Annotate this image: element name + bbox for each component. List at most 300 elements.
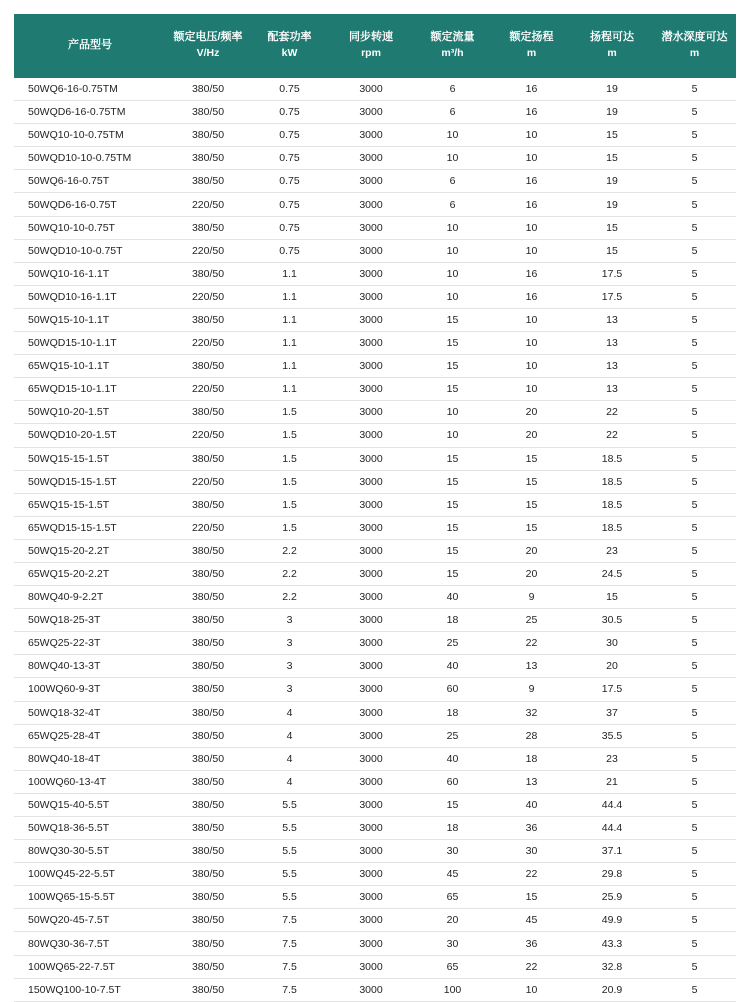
- column-header-power-unit: kW: [281, 47, 298, 60]
- cell-max-depth: 5: [653, 840, 736, 863]
- table-row: [14, 516, 736, 539]
- cell-max-head: 22: [571, 401, 653, 424]
- cell-head: 16: [492, 285, 571, 308]
- cell-model: 50WQD10-16-1.1T: [14, 285, 166, 308]
- cell-speed: 3000: [329, 355, 413, 378]
- cell-voltage-frequency: 220/50: [166, 378, 250, 401]
- cell-head: 16: [492, 262, 571, 285]
- table-row: [14, 932, 736, 955]
- cell-flow: 15: [413, 562, 492, 585]
- column-header-model-title: 产品型号: [68, 39, 112, 52]
- cell-power: 5.5: [250, 840, 329, 863]
- cell-max-head: 43.3: [571, 932, 653, 955]
- cell-model: 50WQ15-10-1.1T: [14, 308, 166, 331]
- table-row: [14, 562, 736, 585]
- column-header-head-unit: m: [526, 47, 537, 60]
- column-header-voltage-frequency-unit: V/Hz: [196, 47, 220, 60]
- cell-head: 30: [492, 840, 571, 863]
- cell-power: 1.5: [250, 447, 329, 470]
- cell-flow: 100: [413, 978, 492, 1001]
- cell-flow: 10: [413, 147, 492, 170]
- column-header-speed: [329, 14, 413, 78]
- cell-power: 7.5: [250, 955, 329, 978]
- cell-flow: 60: [413, 770, 492, 793]
- cell-max-depth: 5: [653, 932, 736, 955]
- cell-max-depth: 5: [653, 378, 736, 401]
- cell-model: 50WQD15-15-1.5T: [14, 470, 166, 493]
- cell-voltage-frequency: 380/50: [166, 609, 250, 632]
- table-row: [14, 909, 736, 932]
- cell-model: 100WQ65-22-7.5T: [14, 955, 166, 978]
- cell-power: 7.5: [250, 909, 329, 932]
- cell-power: 0.75: [250, 216, 329, 239]
- cell-power: 1.5: [250, 516, 329, 539]
- cell-flow: 6: [413, 193, 492, 216]
- column-header-head-title: 额定扬程: [509, 31, 554, 44]
- cell-max-depth: 5: [653, 701, 736, 724]
- table-row: [14, 978, 736, 1001]
- cell-head: 20: [492, 401, 571, 424]
- cell-max-head: 19: [571, 193, 653, 216]
- cell-head: 36: [492, 817, 571, 840]
- cell-voltage-frequency: 380/50: [166, 262, 250, 285]
- cell-max-head: 24.5: [571, 562, 653, 585]
- cell-model: 50WQ10-20-1.5T: [14, 401, 166, 424]
- cell-voltage-frequency: 380/50: [166, 124, 250, 147]
- cell-max-depth: 5: [653, 793, 736, 816]
- cell-speed: 3000: [329, 978, 413, 1001]
- table-row: [14, 747, 736, 770]
- cell-max-depth: 5: [653, 147, 736, 170]
- cell-flow: 25: [413, 632, 492, 655]
- cell-power: 1.5: [250, 493, 329, 516]
- cell-speed: 3000: [329, 817, 413, 840]
- table-row: [14, 424, 736, 447]
- table-row: [14, 840, 736, 863]
- table-row: [14, 401, 736, 424]
- table-row: [14, 863, 736, 886]
- cell-model: 80WQ40-13-3T: [14, 655, 166, 678]
- cell-speed: 3000: [329, 516, 413, 539]
- cell-max-depth: 5: [653, 401, 736, 424]
- cell-max-head: 30.5: [571, 609, 653, 632]
- table-row: [14, 378, 736, 401]
- cell-head: 22: [492, 863, 571, 886]
- cell-head: 15: [492, 886, 571, 909]
- cell-model: 100WQ65-15-5.5T: [14, 886, 166, 909]
- cell-head: 13: [492, 655, 571, 678]
- cell-head: 28: [492, 724, 571, 747]
- cell-voltage-frequency: 220/50: [166, 516, 250, 539]
- table-row: [14, 955, 736, 978]
- cell-max-depth: 5: [653, 262, 736, 285]
- cell-speed: 3000: [329, 470, 413, 493]
- cell-max-head: 44.4: [571, 793, 653, 816]
- table-row: [14, 193, 736, 216]
- cell-power: 7.5: [250, 932, 329, 955]
- cell-power: 5.5: [250, 863, 329, 886]
- cell-model: 50WQD6-16-0.75TM: [14, 101, 166, 124]
- cell-flow: 15: [413, 308, 492, 331]
- cell-speed: 3000: [329, 401, 413, 424]
- cell-voltage-frequency: 380/50: [166, 78, 250, 101]
- column-header-max-head-unit: m: [607, 47, 617, 60]
- cell-model: 65WQD15-10-1.1T: [14, 378, 166, 401]
- cell-speed: 3000: [329, 655, 413, 678]
- cell-flow: 10: [413, 262, 492, 285]
- cell-speed: 3000: [329, 793, 413, 816]
- cell-max-head: 30: [571, 632, 653, 655]
- cell-voltage-frequency: 380/50: [166, 401, 250, 424]
- cell-max-depth: 5: [653, 124, 736, 147]
- cell-speed: 3000: [329, 932, 413, 955]
- cell-flow: 40: [413, 655, 492, 678]
- cell-flow: 18: [413, 817, 492, 840]
- cell-model: 50WQ20-45-7.5T: [14, 909, 166, 932]
- cell-flow: 10: [413, 216, 492, 239]
- cell-max-head: 49.9: [571, 909, 653, 932]
- cell-head: 10: [492, 332, 571, 355]
- cell-voltage-frequency: 380/50: [166, 655, 250, 678]
- cell-max-depth: 5: [653, 470, 736, 493]
- table-row: [14, 101, 736, 124]
- cell-max-head: 13: [571, 332, 653, 355]
- cell-max-head: 18.5: [571, 470, 653, 493]
- cell-speed: 3000: [329, 308, 413, 331]
- column-header-speed-unit: rpm: [361, 47, 381, 60]
- cell-flow: 15: [413, 378, 492, 401]
- cell-head: 16: [492, 78, 571, 101]
- table-row: [14, 701, 736, 724]
- cell-max-head: 37: [571, 701, 653, 724]
- cell-flow: 65: [413, 886, 492, 909]
- column-header-max-head-title: 扬程可达: [590, 31, 634, 44]
- cell-speed: 3000: [329, 193, 413, 216]
- cell-power: 1.1: [250, 262, 329, 285]
- cell-max-depth: 5: [653, 586, 736, 609]
- cell-speed: 3000: [329, 886, 413, 909]
- cell-speed: 3000: [329, 586, 413, 609]
- cell-power: 0.75: [250, 147, 329, 170]
- cell-flow: 10: [413, 124, 492, 147]
- cell-head: 9: [492, 586, 571, 609]
- cell-model: 80WQ30-36-7.5T: [14, 932, 166, 955]
- cell-speed: 3000: [329, 262, 413, 285]
- cell-head: 15: [492, 470, 571, 493]
- cell-voltage-frequency: 380/50: [166, 562, 250, 585]
- cell-head: 22: [492, 955, 571, 978]
- cell-power: 0.75: [250, 124, 329, 147]
- cell-flow: 10: [413, 285, 492, 308]
- cell-max-depth: 5: [653, 863, 736, 886]
- cell-flow: 6: [413, 78, 492, 101]
- cell-max-depth: 5: [653, 78, 736, 101]
- cell-model: 65WQ25-28-4T: [14, 724, 166, 747]
- cell-power: 2.2: [250, 562, 329, 585]
- cell-max-head: 18.5: [571, 447, 653, 470]
- table-row: [14, 147, 736, 170]
- cell-voltage-frequency: 380/50: [166, 863, 250, 886]
- cell-flow: 18: [413, 609, 492, 632]
- cell-flow: 15: [413, 355, 492, 378]
- cell-max-depth: 5: [653, 632, 736, 655]
- cell-model: 100WQ60-9-3T: [14, 678, 166, 701]
- cell-model: 100WQ45-22-5.5T: [14, 863, 166, 886]
- cell-power: 1.1: [250, 285, 329, 308]
- table-row: [14, 355, 736, 378]
- cell-voltage-frequency: 380/50: [166, 770, 250, 793]
- cell-max-depth: 5: [653, 955, 736, 978]
- cell-max-head: 19: [571, 78, 653, 101]
- cell-model: 80WQ30-30-5.5T: [14, 840, 166, 863]
- cell-model: 50WQD10-10-0.75TM: [14, 147, 166, 170]
- table-row: [14, 216, 736, 239]
- table-row: [14, 447, 736, 470]
- column-header-flow: [413, 14, 492, 78]
- cell-max-head: 15: [571, 239, 653, 262]
- cell-head: 20: [492, 424, 571, 447]
- cell-speed: 3000: [329, 285, 413, 308]
- cell-voltage-frequency: 380/50: [166, 886, 250, 909]
- cell-speed: 3000: [329, 840, 413, 863]
- column-header-max-head: [571, 14, 653, 78]
- cell-model: 50WQ6-16-0.75T: [14, 170, 166, 193]
- cell-speed: 3000: [329, 147, 413, 170]
- cell-max-depth: 5: [653, 724, 736, 747]
- cell-model: 150WQ100-10-7.5T: [14, 978, 166, 1001]
- cell-max-head: 35.5: [571, 724, 653, 747]
- cell-flow: 30: [413, 932, 492, 955]
- cell-flow: 30: [413, 840, 492, 863]
- column-header-speed-title: 同步转速: [349, 31, 393, 44]
- cell-max-depth: 5: [653, 447, 736, 470]
- cell-voltage-frequency: 380/50: [166, 447, 250, 470]
- cell-power: 5.5: [250, 886, 329, 909]
- cell-speed: 3000: [329, 424, 413, 447]
- cell-head: 25: [492, 609, 571, 632]
- table-row: [14, 124, 736, 147]
- cell-voltage-frequency: 380/50: [166, 493, 250, 516]
- cell-flow: 20: [413, 909, 492, 932]
- cell-voltage-frequency: 380/50: [166, 724, 250, 747]
- table-header-row: [14, 14, 736, 78]
- cell-head: 13: [492, 770, 571, 793]
- table-row: [14, 678, 736, 701]
- cell-power: 1.1: [250, 308, 329, 331]
- cell-voltage-frequency: 380/50: [166, 170, 250, 193]
- cell-model: 50WQ10-16-1.1T: [14, 262, 166, 285]
- cell-head: 15: [492, 493, 571, 516]
- cell-power: 5.5: [250, 793, 329, 816]
- column-header-power-title: 配套功率: [267, 31, 312, 44]
- cell-max-depth: 5: [653, 170, 736, 193]
- table-row: [14, 470, 736, 493]
- cell-speed: 3000: [329, 216, 413, 239]
- cell-voltage-frequency: 220/50: [166, 239, 250, 262]
- cell-voltage-frequency: 380/50: [166, 678, 250, 701]
- cell-head: 45: [492, 909, 571, 932]
- column-header-flow-unit: m³/h: [441, 47, 464, 60]
- cell-head: 15: [492, 516, 571, 539]
- cell-voltage-frequency: 380/50: [166, 147, 250, 170]
- pump-spec-table: [14, 14, 736, 1002]
- cell-max-head: 19: [571, 101, 653, 124]
- cell-head: 20: [492, 539, 571, 562]
- cell-power: 4: [250, 747, 329, 770]
- cell-flow: 10: [413, 424, 492, 447]
- cell-voltage-frequency: 380/50: [166, 747, 250, 770]
- cell-voltage-frequency: 380/50: [166, 632, 250, 655]
- cell-power: 1.5: [250, 470, 329, 493]
- cell-power: 4: [250, 701, 329, 724]
- cell-speed: 3000: [329, 678, 413, 701]
- cell-model: 65WQ15-20-2.2T: [14, 562, 166, 585]
- cell-head: 22: [492, 632, 571, 655]
- cell-model: 50WQD10-10-0.75T: [14, 239, 166, 262]
- cell-model: 65WQ15-10-1.1T: [14, 355, 166, 378]
- table-row: [14, 724, 736, 747]
- cell-max-depth: 5: [653, 539, 736, 562]
- cell-model: 65WQD15-15-1.5T: [14, 516, 166, 539]
- cell-speed: 3000: [329, 562, 413, 585]
- cell-voltage-frequency: 380/50: [166, 840, 250, 863]
- cell-max-head: 17.5: [571, 262, 653, 285]
- cell-speed: 3000: [329, 239, 413, 262]
- cell-flow: 45: [413, 863, 492, 886]
- cell-flow: 60: [413, 678, 492, 701]
- cell-max-depth: 5: [653, 355, 736, 378]
- cell-flow: 15: [413, 470, 492, 493]
- cell-power: 1.1: [250, 332, 329, 355]
- table-row: [14, 78, 736, 101]
- table-row: [14, 770, 736, 793]
- cell-max-head: 25.9: [571, 886, 653, 909]
- cell-model: 80WQ40-18-4T: [14, 747, 166, 770]
- cell-max-depth: 5: [653, 308, 736, 331]
- table-row: [14, 655, 736, 678]
- cell-max-depth: 5: [653, 216, 736, 239]
- cell-head: 10: [492, 308, 571, 331]
- cell-max-depth: 5: [653, 493, 736, 516]
- cell-max-depth: 5: [653, 332, 736, 355]
- column-header-max-depth-unit: m: [689, 47, 700, 60]
- cell-head: 10: [492, 216, 571, 239]
- cell-head: 10: [492, 378, 571, 401]
- table-row: [14, 886, 736, 909]
- cell-max-head: 15: [571, 216, 653, 239]
- cell-voltage-frequency: 380/50: [166, 793, 250, 816]
- cell-head: 9: [492, 678, 571, 701]
- cell-max-head: 15: [571, 147, 653, 170]
- cell-voltage-frequency: 380/50: [166, 216, 250, 239]
- cell-max-head: 19: [571, 170, 653, 193]
- cell-voltage-frequency: 380/50: [166, 539, 250, 562]
- cell-speed: 3000: [329, 955, 413, 978]
- cell-flow: 10: [413, 239, 492, 262]
- cell-head: 16: [492, 170, 571, 193]
- cell-speed: 3000: [329, 378, 413, 401]
- cell-speed: 3000: [329, 124, 413, 147]
- cell-max-head: 21: [571, 770, 653, 793]
- cell-max-head: 18.5: [571, 493, 653, 516]
- cell-max-head: 20: [571, 655, 653, 678]
- cell-model: 80WQ40-9-2.2T: [14, 586, 166, 609]
- column-header-max-depth: [653, 14, 736, 78]
- cell-voltage-frequency: 380/50: [166, 978, 250, 1001]
- table-row: [14, 586, 736, 609]
- table-row: [14, 285, 736, 308]
- table-row: [14, 609, 736, 632]
- cell-voltage-frequency: 220/50: [166, 470, 250, 493]
- cell-power: 3: [250, 632, 329, 655]
- cell-head: 10: [492, 124, 571, 147]
- cell-max-depth: 5: [653, 562, 736, 585]
- table-header: [14, 14, 736, 78]
- column-header-model: [14, 14, 166, 78]
- cell-power: 1.5: [250, 424, 329, 447]
- table-row: [14, 239, 736, 262]
- cell-max-depth: 5: [653, 239, 736, 262]
- cell-voltage-frequency: 380/50: [166, 586, 250, 609]
- cell-flow: 40: [413, 586, 492, 609]
- cell-max-head: 44.4: [571, 817, 653, 840]
- table-row: [14, 332, 736, 355]
- cell-max-depth: 5: [653, 909, 736, 932]
- cell-speed: 3000: [329, 101, 413, 124]
- cell-voltage-frequency: 220/50: [166, 424, 250, 447]
- cell-head: 36: [492, 932, 571, 955]
- column-header-flow-title: 额定流量: [430, 31, 475, 44]
- cell-voltage-frequency: 220/50: [166, 285, 250, 308]
- cell-voltage-frequency: 380/50: [166, 909, 250, 932]
- cell-speed: 3000: [329, 447, 413, 470]
- cell-model: 50WQD15-10-1.1T: [14, 332, 166, 355]
- cell-max-head: 23: [571, 747, 653, 770]
- table-row: [14, 308, 736, 331]
- cell-max-depth: 5: [653, 285, 736, 308]
- cell-model: 50WQ10-10-0.75TM: [14, 124, 166, 147]
- cell-power: 1.5: [250, 401, 329, 424]
- cell-voltage-frequency: 380/50: [166, 308, 250, 331]
- table-row: [14, 632, 736, 655]
- cell-power: 0.75: [250, 193, 329, 216]
- cell-model: 50WQ18-36-5.5T: [14, 817, 166, 840]
- cell-voltage-frequency: 220/50: [166, 332, 250, 355]
- cell-max-head: 13: [571, 308, 653, 331]
- cell-head: 16: [492, 101, 571, 124]
- cell-model: 100WQ60-13-4T: [14, 770, 166, 793]
- cell-max-head: 32.8: [571, 955, 653, 978]
- column-header-voltage-frequency: [166, 14, 250, 78]
- cell-speed: 3000: [329, 747, 413, 770]
- table-row: [14, 539, 736, 562]
- cell-flow: 18: [413, 701, 492, 724]
- cell-speed: 3000: [329, 78, 413, 101]
- cell-max-depth: 5: [653, 678, 736, 701]
- cell-model: 50WQ10-10-0.75T: [14, 216, 166, 239]
- cell-max-head: 22: [571, 424, 653, 447]
- cell-head: 10: [492, 239, 571, 262]
- cell-max-depth: 5: [653, 609, 736, 632]
- cell-power: 3: [250, 678, 329, 701]
- cell-head: 40: [492, 793, 571, 816]
- cell-power: 3: [250, 655, 329, 678]
- table-row: [14, 817, 736, 840]
- cell-speed: 3000: [329, 863, 413, 886]
- cell-voltage-frequency: 380/50: [166, 101, 250, 124]
- cell-power: 0.75: [250, 239, 329, 262]
- cell-flow: 65: [413, 955, 492, 978]
